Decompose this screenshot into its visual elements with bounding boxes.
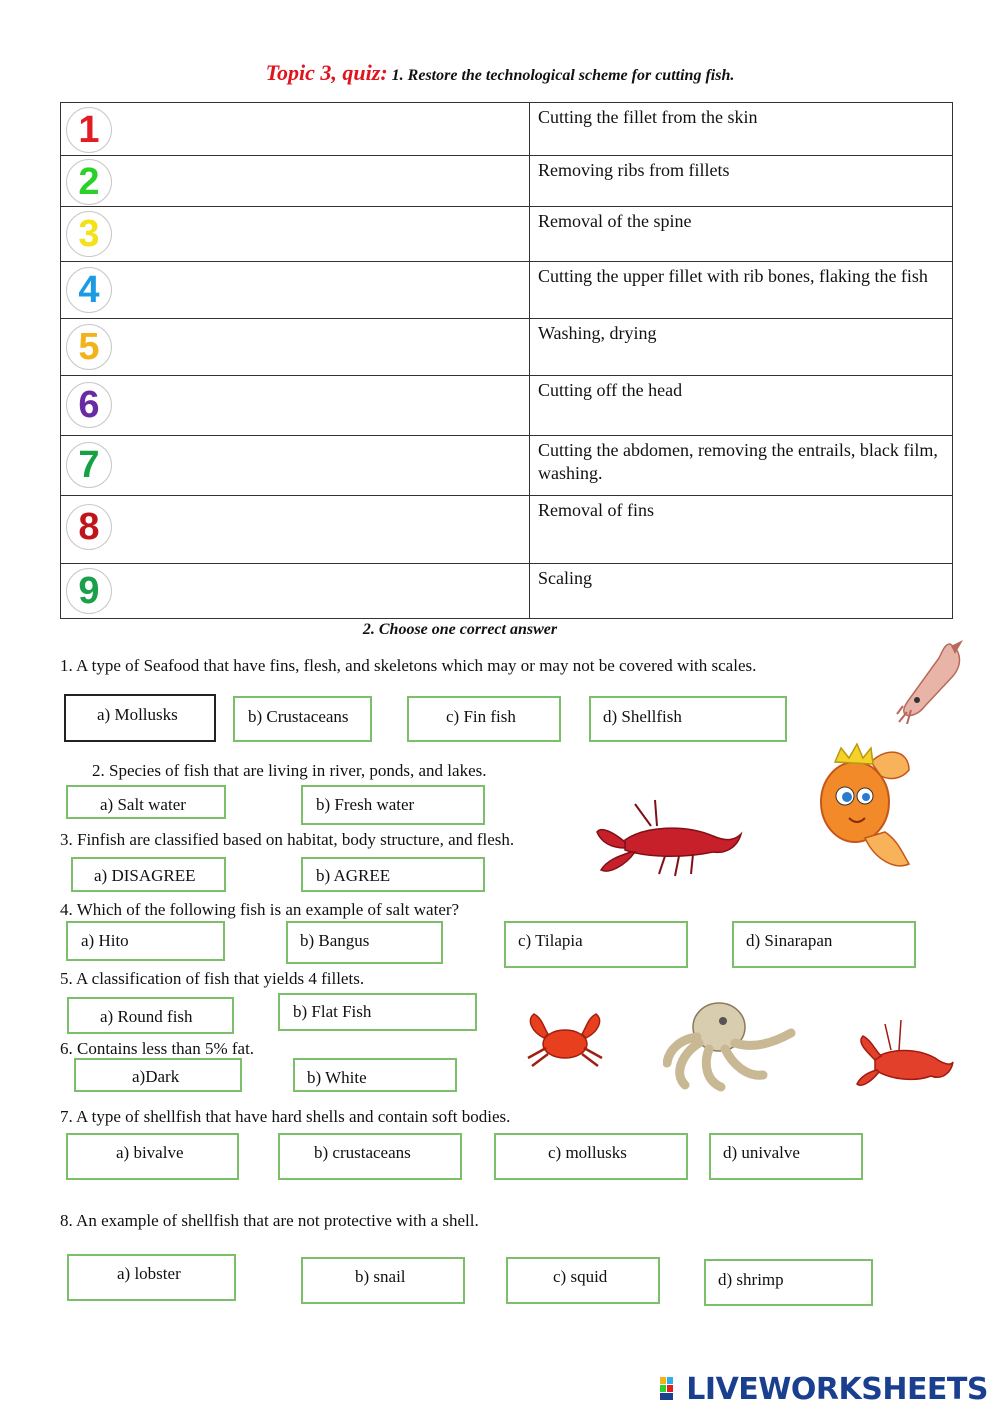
option-label: a) Mollusks bbox=[97, 705, 178, 724]
q7-option-c[interactable] bbox=[494, 1133, 688, 1180]
q8-option-b[interactable] bbox=[301, 1257, 465, 1304]
q2-option-b[interactable] bbox=[301, 785, 485, 825]
question-6: 6. Contains less than 5% fat. bbox=[60, 1039, 255, 1058]
q1-option-b[interactable] bbox=[233, 696, 372, 742]
scheme-row-1 bbox=[61, 103, 953, 156]
q8-option-d[interactable] bbox=[704, 1259, 873, 1306]
section-2-heading: 2. Choose one correct answer bbox=[362, 621, 558, 638]
scheme-row-8 bbox=[61, 496, 953, 564]
q1-option-c[interactable] bbox=[407, 696, 561, 742]
q5-option-b[interactable] bbox=[278, 993, 477, 1031]
quiz-title bbox=[0, 60, 1000, 86]
option-label: d) Sinarapan bbox=[746, 931, 833, 950]
scheme-step-text: Cutting the upper fillet with rib bones, flaking the fish bbox=[530, 262, 953, 319]
liveworksheets-logo-icon bbox=[660, 1377, 682, 1401]
question-5: 5. A classification of fish that yields 4 fillets. bbox=[60, 969, 365, 988]
option-label: a) DISAGREE bbox=[94, 866, 196, 885]
option-label: a) Round fish bbox=[100, 1007, 193, 1026]
q1-option-d[interactable] bbox=[589, 696, 787, 742]
crayfish-illustration bbox=[855, 1018, 955, 1094]
lobster-illustration bbox=[595, 796, 745, 880]
number-8-icon: 8 bbox=[66, 504, 112, 550]
q6-option-a[interactable] bbox=[74, 1058, 242, 1092]
q4-option-c[interactable] bbox=[504, 921, 688, 968]
option-label: b) Flat Fish bbox=[293, 1002, 372, 1021]
number-6-icon: 6 bbox=[66, 382, 112, 428]
question-7: 7. A type of shellfish that have hard shells and contain soft bodies. bbox=[60, 1107, 511, 1126]
q4-option-a[interactable] bbox=[66, 921, 225, 961]
option-label: b) Crustaceans bbox=[248, 707, 349, 726]
option-label: d) univalve bbox=[723, 1143, 800, 1162]
cutting-scheme-table bbox=[60, 102, 953, 619]
number-3-icon: 3 bbox=[66, 211, 112, 257]
option-label: a)Dark bbox=[132, 1067, 180, 1086]
number-1-icon: 1 bbox=[66, 107, 112, 153]
scheme-step-text: Scaling bbox=[530, 564, 953, 619]
option-label: b) AGREE bbox=[316, 866, 391, 885]
option-label: c) mollusks bbox=[548, 1143, 627, 1162]
option-label: c) squid bbox=[553, 1267, 608, 1286]
scheme-step-text: Cutting off the head bbox=[530, 376, 953, 436]
option-label: c) Fin fish bbox=[446, 707, 516, 726]
option-label: b) Bangus bbox=[300, 931, 370, 950]
goldfish-illustration bbox=[805, 740, 915, 878]
scheme-row-2 bbox=[61, 156, 953, 207]
q7-option-a[interactable] bbox=[66, 1133, 239, 1180]
option-label: b) White bbox=[307, 1068, 367, 1087]
scheme-row-9 bbox=[61, 564, 953, 619]
scheme-step-text: Washing, drying bbox=[530, 319, 953, 376]
crab-illustration bbox=[520, 1008, 610, 1070]
scheme-row-4 bbox=[61, 262, 953, 319]
number-4-icon: 4 bbox=[66, 267, 112, 313]
q8-option-a[interactable] bbox=[67, 1254, 236, 1301]
task-1-instruction: 1. Restore the technological scheme for cutting fish. bbox=[391, 67, 735, 84]
number-2-icon: 2 bbox=[66, 159, 112, 205]
scheme-step-text: Cutting the abdomen, removing the entrails, black film, washing. bbox=[530, 436, 953, 496]
number-7-icon: 7 bbox=[66, 442, 112, 488]
scheme-row-6 bbox=[61, 376, 953, 436]
q4-option-d[interactable] bbox=[732, 921, 916, 968]
squid-illustration bbox=[895, 636, 970, 724]
q3-option-b[interactable] bbox=[301, 857, 485, 892]
scheme-step-text: Cutting the fillet from the skin bbox=[530, 103, 953, 156]
option-label: b) crustaceans bbox=[314, 1143, 411, 1162]
option-label: b) Fresh water bbox=[316, 795, 415, 814]
option-label: a) lobster bbox=[117, 1264, 181, 1283]
q4-option-b[interactable] bbox=[286, 921, 443, 964]
scheme-row-7 bbox=[61, 436, 953, 496]
question-4: 4. Which of the following fish is an example of salt water? bbox=[60, 900, 460, 919]
question-2: 2. Species of fish that are living in river, ponds, and lakes. bbox=[92, 761, 487, 780]
q7-option-b[interactable] bbox=[278, 1133, 462, 1180]
option-label: a) Salt water bbox=[100, 795, 186, 814]
octopus-illustration bbox=[663, 993, 803, 1093]
q8-option-c[interactable] bbox=[506, 1257, 660, 1304]
q5-option-a[interactable] bbox=[67, 997, 234, 1034]
option-label: a) bivalve bbox=[116, 1143, 184, 1162]
question-8: 8. An example of shellfish that are not protective with a shell. bbox=[60, 1211, 479, 1230]
question-3: 3. Finfish are classified based on habitat, body structure, and flesh. bbox=[60, 830, 515, 849]
option-label: d) Shellfish bbox=[603, 707, 682, 726]
option-label: d) shrimp bbox=[718, 1270, 784, 1289]
scheme-step-text: Removal of the spine bbox=[530, 207, 953, 262]
q1-option-a[interactable] bbox=[64, 694, 216, 742]
option-label: c) Tilapia bbox=[518, 931, 583, 950]
scheme-step-text: Removal of fins bbox=[530, 496, 953, 564]
question-1: 1. A type of Seafood that have fins, flesh, and skeletons which may or may not be covered with scales. bbox=[60, 656, 757, 675]
q2-option-a[interactable] bbox=[66, 785, 226, 819]
number-9-icon: 9 bbox=[66, 568, 112, 614]
logo-text: LIVEWORKSHEETS bbox=[686, 1372, 988, 1407]
scheme-step-text: Removing ribs from fillets bbox=[530, 156, 953, 207]
topic-label: Topic 3, quiz: bbox=[265, 60, 388, 85]
q6-option-b[interactable] bbox=[293, 1058, 457, 1092]
q7-option-d[interactable] bbox=[709, 1133, 863, 1180]
q3-option-a[interactable] bbox=[71, 857, 226, 892]
scheme-row-5 bbox=[61, 319, 953, 376]
option-label: b) snail bbox=[355, 1267, 406, 1286]
scheme-row-3 bbox=[61, 207, 953, 262]
liveworksheets-logo bbox=[660, 1372, 988, 1407]
option-label: a) Hito bbox=[81, 931, 129, 950]
number-5-icon: 5 bbox=[66, 324, 112, 370]
